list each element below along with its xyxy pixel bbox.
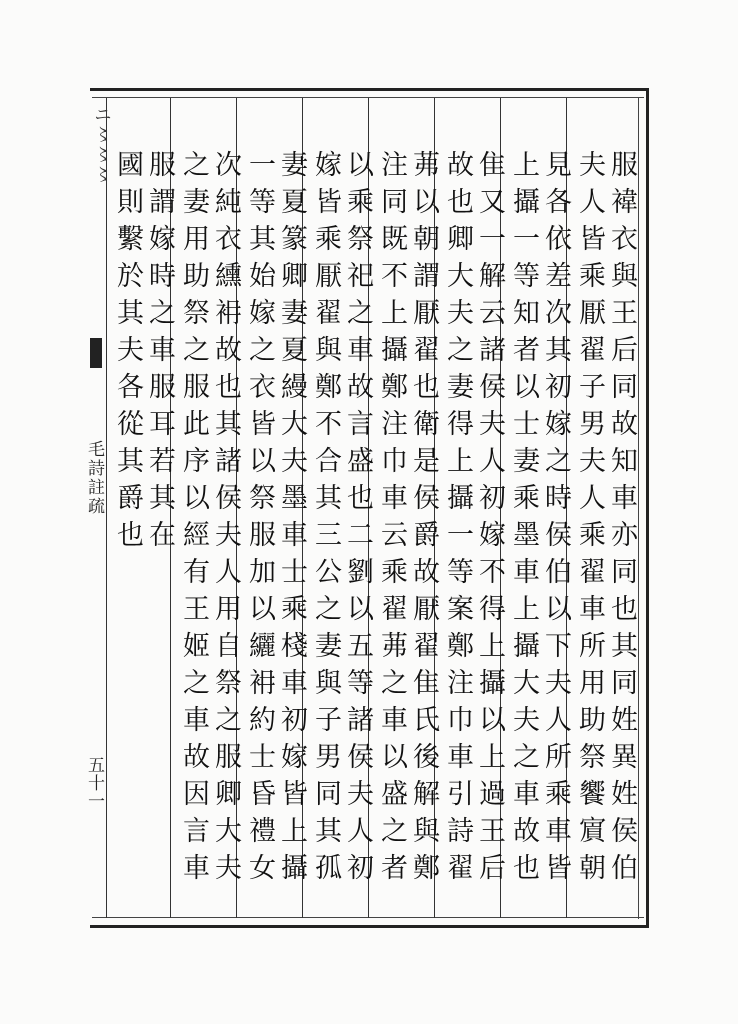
column-divider xyxy=(106,98,107,918)
gutter-decoration: ニ〻〻〻 xyxy=(91,105,112,185)
book-title: 毛詩註疏 xyxy=(84,440,104,516)
text-column: 服褘衣與王后同故知車亦同也其同姓異姓侯伯 xyxy=(606,150,637,890)
frame-right-rule xyxy=(646,88,649,928)
frame-top-rule xyxy=(90,88,646,91)
frame-bottom-rule xyxy=(90,925,646,928)
text-column: 茀以朝謂厭翟也衛是侯爵故厭翟隹氏後解與鄭 xyxy=(408,150,439,890)
text-column: 夫人皆乘厭翟子男夫人乘翟車所用助祭饗賔朝 xyxy=(574,150,605,890)
text-column: 以乘祭祀之車故言盛也二劉以五等諸侯夫人初 xyxy=(342,150,373,890)
black-fish-tail-mark xyxy=(90,338,102,368)
text-column: 故也卿大夫之妻得上攝一等案鄭注巾車引詩翟 xyxy=(442,150,473,890)
text-column: 妻夏篆卿妻夏縵大夫墨車士乘棧車初嫁皆上攝 xyxy=(276,150,307,890)
page-number: 五十一 xyxy=(84,756,104,810)
text-column: 國則繫於其夫各從其爵也 xyxy=(112,150,143,557)
text-column: 次純衣纁衻故也其諸侯夫人用自祭之服卿大夫 xyxy=(210,150,241,890)
text-column: 一等其始嫁之衣皆以祭服加以纚衻約士昏禮女 xyxy=(244,150,275,890)
frame-right-inner-rule xyxy=(638,97,639,919)
text-column: 隹又一解云諸侯夫人初嫁不得上攝以上過王后 xyxy=(474,150,505,890)
text-column: 之妻用助祭之服此序以經有王姬之車故因言車 xyxy=(178,150,209,890)
text-column: 服謂嫁時之車服耳若其在 xyxy=(144,150,175,557)
text-column: 上攝一等知者以士妻乘墨車上攝大夫之車故也 xyxy=(508,150,539,890)
text-column: 見各依差次其初嫁之時侯伯以下夫人所乘車皆 xyxy=(540,150,571,890)
text-column: 嫁皆乘厭翟與鄭不合其三公之妻與子男同其孤 xyxy=(310,150,341,890)
text-column: 注同既不上攝鄭注巾車云乘翟茀之車以盛之者 xyxy=(376,150,407,890)
